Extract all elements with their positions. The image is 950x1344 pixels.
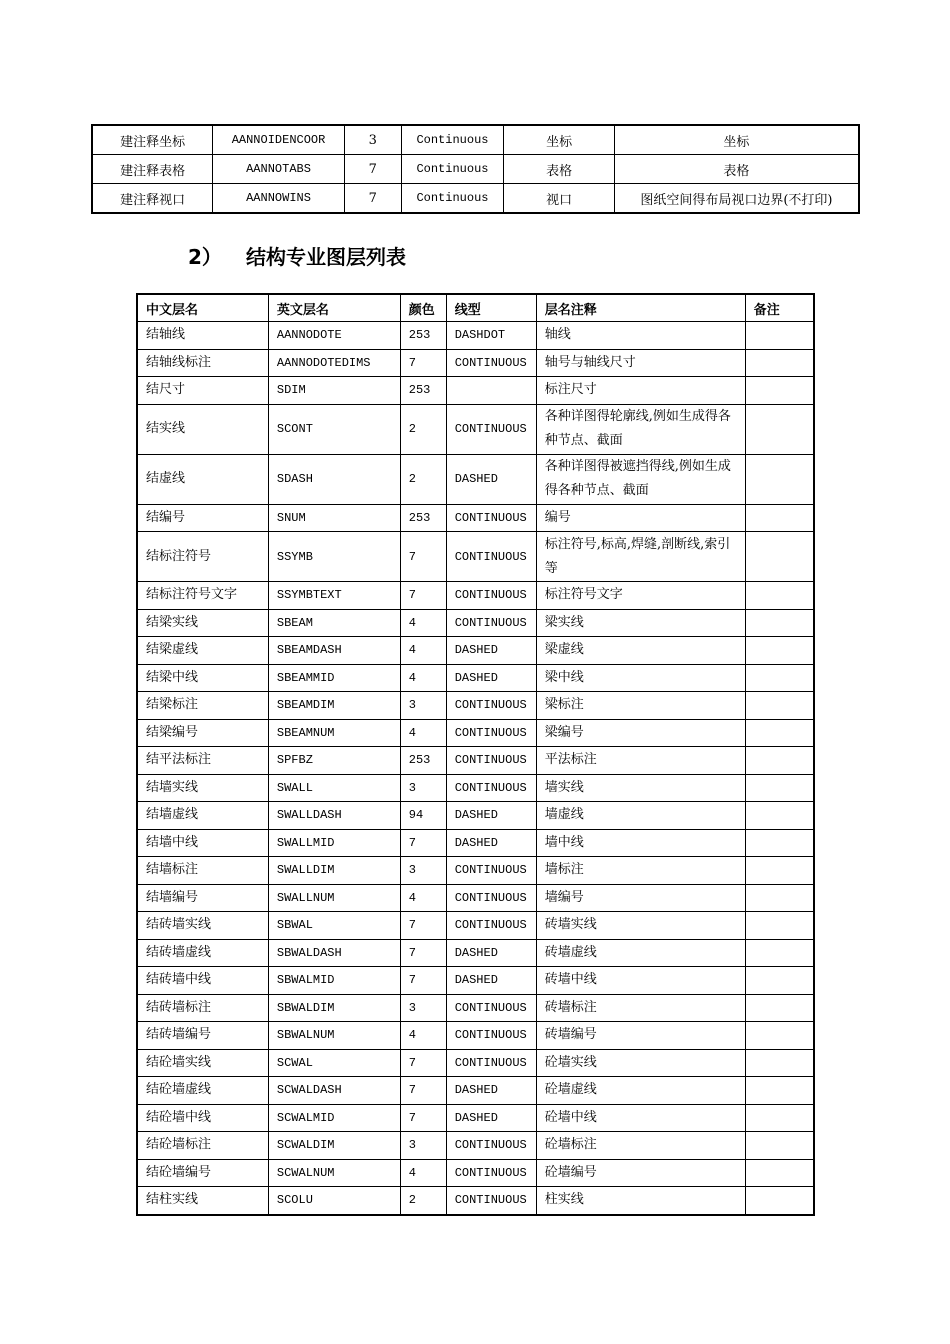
cell-linetype: CONTINUOUS [446,774,536,802]
cell-color: 253 [400,504,446,532]
table-row [137,1132,814,1160]
cell-color: 7 [344,155,401,184]
cell-cn-name: 结轴线标注 [137,349,268,377]
cell-note: 平法标注 [536,747,745,775]
table-row [137,609,814,637]
cell-note: 墙实线 [536,774,745,802]
cell-remark [745,829,814,857]
cell-note: 视口 [504,184,614,214]
cell-note: 轴号与轴线尺寸 [536,349,745,377]
cell-cn-name: 结砼墙实线 [137,1049,268,1077]
cell-linetype: Continuous [401,155,504,184]
cell-note: 砼墙编号 [536,1159,745,1187]
cell-cn-name: 结梁中线 [137,664,268,692]
cell-remark [745,582,814,610]
cell-note: 墙编号 [536,884,745,912]
cell-remark [745,504,814,532]
cell-cn-name: 建注释坐标 [92,125,213,155]
cell-cn-name: 结砖墙编号 [137,1022,268,1050]
cell-linetype: CONTINUOUS [446,1159,536,1187]
cell-color: 4 [400,719,446,747]
cell-en-name: SDASH [268,454,400,504]
cell-remark [745,774,814,802]
cell-cn-name: 结编号 [137,504,268,532]
cell-remark [745,1022,814,1050]
cell-note: 墙虚线 [536,802,745,830]
cell-note: 轴线 [536,322,745,350]
cell-note: 墙中线 [536,829,745,857]
cell-remark [745,404,814,454]
cell-en-name: SCWALNUM [268,1159,400,1187]
table-row [137,994,814,1022]
table-row [137,857,814,885]
cell-note: 标注符号,标高,焊缝,剖断线,索引等 [536,532,745,582]
cell-cn-name: 结砼墙中线 [137,1104,268,1132]
cell-cn-name: 结虚线 [137,454,268,504]
cell-color: 3 [344,125,401,155]
table-row [137,1187,814,1215]
cell-color: 7 [400,829,446,857]
cell-en-name: AANNODOTEDIMS [268,349,400,377]
cell-note: 砼墙虚线 [536,1077,745,1105]
cell-remark [745,719,814,747]
cell-linetype: CONTINUOUS [446,1187,536,1215]
header-cn-name: 中文层名 [137,294,268,322]
cell-en-name: AANNOIDENCOOR [213,125,345,155]
table-row [137,802,814,830]
cell-en-name: SBWAL [268,912,400,940]
cell-en-name: SWALLDASH [268,802,400,830]
cell-en-name: SBEAMDASH [268,637,400,665]
cell-color: 7 [400,1077,446,1105]
cell-cn-name: 结墙标注 [137,857,268,885]
cell-remark [745,1049,814,1077]
cell-cn-name: 结标注符号文字 [137,582,268,610]
table-row [137,404,814,454]
cell-en-name: SCWAL [268,1049,400,1077]
cell-linetype: CONTINUOUS [446,692,536,720]
cell-cn-name: 结砖墙中线 [137,967,268,995]
table-row [137,774,814,802]
cell-cn-name: 结砖墙实线 [137,912,268,940]
table-row [92,155,859,184]
cell-color: 7 [400,939,446,967]
cell-note: 墙标注 [536,857,745,885]
cell-remark: 图纸空间得布局视口边界(不打印) [614,184,859,214]
cell-linetype: DASHED [446,454,536,504]
header-color: 颜色 [400,294,446,322]
cell-color: 3 [400,857,446,885]
architecture-layer-table-continuation [91,124,860,214]
cell-linetype: CONTINUOUS [446,747,536,775]
cell-remark [745,1159,814,1187]
cell-en-name: SBEAMDIM [268,692,400,720]
cell-color: 7 [400,349,446,377]
cell-linetype: CONTINUOUS [446,582,536,610]
cell-note: 砖墙虚线 [536,939,745,967]
cell-linetype: DASHED [446,664,536,692]
table-row [137,454,814,504]
section-title: 结构专业图层列表 [246,245,406,269]
cell-note: 梁实线 [536,609,745,637]
cell-remark [745,692,814,720]
cell-en-name: AANNODOTE [268,322,400,350]
cell-en-name: SBEAMNUM [268,719,400,747]
cell-remark [745,857,814,885]
cell-linetype: CONTINUOUS [446,994,536,1022]
cell-cn-name: 结柱实线 [137,1187,268,1215]
cell-cn-name: 结砖墙虚线 [137,939,268,967]
cell-cn-name: 结墙中线 [137,829,268,857]
cell-en-name: SSYMBTEXT [268,582,400,610]
cell-en-name: SWALLNUM [268,884,400,912]
cell-note: 砼墙标注 [536,1132,745,1160]
cell-color: 3 [400,994,446,1022]
cell-cn-name: 结墙编号 [137,884,268,912]
cell-note: 编号 [536,504,745,532]
cell-en-name: SCONT [268,404,400,454]
table-row [137,719,814,747]
cell-en-name: SCWALDIM [268,1132,400,1160]
table-row [137,582,814,610]
top-table-body [92,125,859,213]
cell-cn-name: 结梁标注 [137,692,268,720]
table-row [137,1159,814,1187]
cell-note: 砖墙中线 [536,967,745,995]
cell-en-name: SWALLMID [268,829,400,857]
cell-cn-name: 结梁编号 [137,719,268,747]
cell-cn-name: 建注释表格 [92,155,213,184]
header-en-name: 英文层名 [268,294,400,322]
cell-en-name: AANNOWINS [213,184,345,214]
table-row [137,912,814,940]
cell-remark [745,1132,814,1160]
cell-en-name: SBWALDIM [268,994,400,1022]
cell-en-name: AANNOTABS [213,155,345,184]
cell-remark [745,322,814,350]
cell-color: 7 [400,532,446,582]
cell-en-name: SCOLU [268,1187,400,1215]
cell-linetype: CONTINUOUS [446,1022,536,1050]
cell-linetype: CONTINUOUS [446,1132,536,1160]
structural-layer-table [136,293,815,1216]
cell-remark [745,609,814,637]
cell-cn-name: 结梁虚线 [137,637,268,665]
cell-note: 梁编号 [536,719,745,747]
cell-color: 4 [400,609,446,637]
table-row [137,1104,814,1132]
cell-cn-name: 结砼墙编号 [137,1159,268,1187]
cell-note: 各种详图得轮廓线,例如生成得各种节点、截面 [536,404,745,454]
cell-remark [745,349,814,377]
header-remark: 备注 [745,294,814,322]
table-row [137,349,814,377]
cell-color: 94 [400,802,446,830]
cell-remark [745,664,814,692]
cell-en-name: SBWALNUM [268,1022,400,1050]
cell-color: 253 [400,747,446,775]
cell-cn-name: 结砼墙虚线 [137,1077,268,1105]
cell-remark [745,1104,814,1132]
cell-cn-name: 结墙虚线 [137,802,268,830]
header-note: 层名注释 [536,294,745,322]
cell-linetype: DASHED [446,1077,536,1105]
cell-cn-name: 建注释视口 [92,184,213,214]
cell-remark [745,802,814,830]
cell-cn-name: 结实线 [137,404,268,454]
cell-color: 2 [400,454,446,504]
table-row [92,184,859,214]
header-row [137,294,814,322]
cell-linetype: CONTINUOUS [446,857,536,885]
cell-remark: 表格 [614,155,859,184]
cell-linetype: DASHED [446,829,536,857]
cell-note: 砼墙中线 [536,1104,745,1132]
cell-color: 4 [400,884,446,912]
table-row [137,692,814,720]
cell-linetype: DASHED [446,637,536,665]
cell-cn-name: 结梁实线 [137,609,268,637]
cell-note: 表格 [504,155,614,184]
table-row [137,1049,814,1077]
cell-remark: 坐标 [614,125,859,155]
table-row [137,322,814,350]
cell-remark [745,637,814,665]
cell-cn-name: 结砖墙标注 [137,994,268,1022]
cell-linetype: CONTINUOUS [446,349,536,377]
table-row [137,747,814,775]
cell-en-name: SSYMB [268,532,400,582]
cell-cn-name: 结标注符号 [137,532,268,582]
cell-color: 4 [400,664,446,692]
header-linetype: 线型 [446,294,536,322]
cell-linetype: DASHED [446,1104,536,1132]
cell-color: 2 [400,404,446,454]
cell-note: 坐标 [504,125,614,155]
cell-linetype: CONTINUOUS [446,1049,536,1077]
cell-en-name: SPFBZ [268,747,400,775]
cell-en-name: SBEAM [268,609,400,637]
cell-color: 3 [400,1132,446,1160]
cell-color: 3 [400,774,446,802]
cell-cn-name: 结尺寸 [137,377,268,405]
cell-cn-name: 结砼墙标注 [137,1132,268,1160]
cell-color: 2 [400,1187,446,1215]
cell-cn-name: 结平法标注 [137,747,268,775]
cell-note: 砖墙编号 [536,1022,745,1050]
cell-cn-name: 结轴线 [137,322,268,350]
table-row [137,504,814,532]
cell-linetype: DASHED [446,967,536,995]
cell-color: 4 [400,1159,446,1187]
cell-linetype: CONTINUOUS [446,504,536,532]
section-number: 2） [188,245,222,269]
cell-en-name: SNUM [268,504,400,532]
section-heading [188,241,406,270]
table-row [137,532,814,582]
cell-color: 7 [400,1104,446,1132]
cell-remark [745,1187,814,1215]
cell-en-name: SDIM [268,377,400,405]
table-row [137,1077,814,1105]
table-row [137,884,814,912]
table-row [137,1022,814,1050]
cell-linetype: DASHDOT [446,322,536,350]
cell-note: 梁虚线 [536,637,745,665]
cell-color: 3 [400,692,446,720]
cell-linetype: DASHED [446,802,536,830]
cell-remark [745,532,814,582]
cell-color: 7 [400,912,446,940]
cell-remark [745,939,814,967]
table-row [137,637,814,665]
cell-cn-name: 结墙实线 [137,774,268,802]
cell-note: 各种详图得被遮挡得线,例如生成得各种节点、截面 [536,454,745,504]
layer-table-header [137,294,814,322]
cell-en-name: SCWALMID [268,1104,400,1132]
cell-note: 砖墙实线 [536,912,745,940]
cell-linetype: DASHED [446,939,536,967]
table-row [137,664,814,692]
cell-remark [745,1077,814,1105]
cell-remark [745,377,814,405]
cell-note: 标注尺寸 [536,377,745,405]
cell-note: 砼墙实线 [536,1049,745,1077]
cell-color: 7 [344,184,401,214]
cell-en-name: SWALLDIM [268,857,400,885]
cell-remark [745,454,814,504]
cell-note: 砖墙标注 [536,994,745,1022]
cell-color: 7 [400,582,446,610]
cell-linetype: Continuous [401,184,504,214]
cell-en-name: SBWALDASH [268,939,400,967]
cell-linetype: CONTINUOUS [446,532,536,582]
cell-color: 7 [400,1049,446,1077]
cell-linetype: CONTINUOUS [446,884,536,912]
table-row [137,939,814,967]
cell-en-name: SBWALMID [268,967,400,995]
cell-note: 梁标注 [536,692,745,720]
cell-remark [745,967,814,995]
cell-linetype: CONTINUOUS [446,609,536,637]
cell-note: 梁中线 [536,664,745,692]
cell-color: 253 [400,377,446,405]
cell-color: 4 [400,1022,446,1050]
cell-linetype [446,377,536,405]
table-row [137,377,814,405]
layer-table-body [137,322,814,1215]
table-row [137,967,814,995]
cell-remark [745,994,814,1022]
cell-remark [745,747,814,775]
cell-color: 7 [400,967,446,995]
cell-note: 标注符号文字 [536,582,745,610]
cell-color: 253 [400,322,446,350]
cell-color: 4 [400,637,446,665]
cell-linetype: CONTINUOUS [446,404,536,454]
cell-linetype: CONTINUOUS [446,719,536,747]
cell-linetype: Continuous [401,125,504,155]
table-row [137,829,814,857]
cell-note: 柱实线 [536,1187,745,1215]
cell-en-name: SCWALDASH [268,1077,400,1105]
cell-remark [745,912,814,940]
table-row [92,125,859,155]
cell-linetype: CONTINUOUS [446,912,536,940]
cell-remark [745,884,814,912]
cell-en-name: SWALL [268,774,400,802]
cell-en-name: SBEAMMID [268,664,400,692]
